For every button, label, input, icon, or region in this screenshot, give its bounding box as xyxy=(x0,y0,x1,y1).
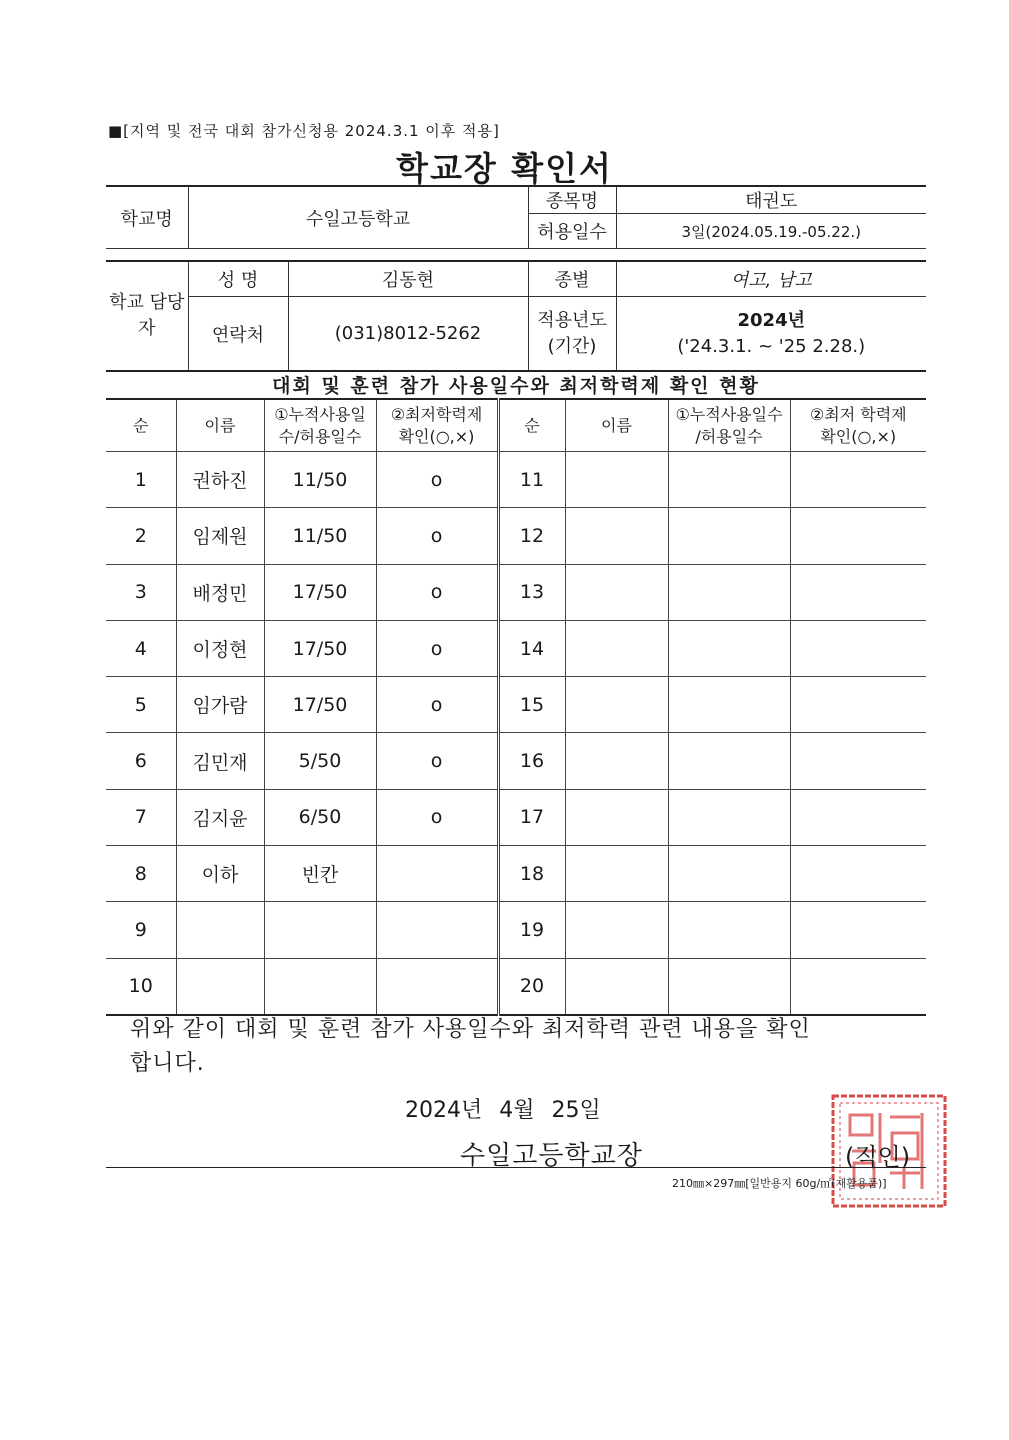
row-no-right: 15 xyxy=(498,677,565,733)
col-days-left-line1: ①누적사용일 xyxy=(274,404,366,424)
year-label xyxy=(528,296,616,371)
table-row xyxy=(106,958,926,1015)
row-min-left: o xyxy=(376,564,498,620)
col-name-right: 이름 xyxy=(565,399,668,452)
allowed-days-label: 허용일수 xyxy=(528,214,616,249)
row-days-left: 5/50 xyxy=(264,733,376,789)
row-days-right xyxy=(668,620,790,676)
row-min-right xyxy=(790,508,926,564)
row-name-right xyxy=(565,508,668,564)
row-min-right xyxy=(790,958,926,1015)
contact-label: 연락처 xyxy=(188,296,288,371)
row-no-right: 19 xyxy=(498,902,565,958)
row-min-right xyxy=(790,620,926,676)
category-label: 종별 xyxy=(528,261,616,296)
row-name-right xyxy=(565,902,668,958)
row-no-right: 12 xyxy=(498,508,565,564)
row-days-left: 17/50 xyxy=(264,564,376,620)
page-title: 학교장 확인서 xyxy=(396,149,613,188)
row-no-right: 13 xyxy=(498,564,565,620)
row-name-left: 김지윤 xyxy=(176,789,264,845)
row-name-right xyxy=(565,846,668,902)
year-label-line2: (기간) xyxy=(547,335,597,357)
row-min-right xyxy=(790,564,926,620)
row-name-left: 김민재 xyxy=(176,733,264,789)
table-row xyxy=(106,733,926,789)
row-name-right xyxy=(565,789,668,845)
row-min-right xyxy=(790,677,926,733)
row-days-right xyxy=(668,902,790,958)
table-row xyxy=(106,564,926,620)
row-name-right xyxy=(565,958,668,1015)
table-row xyxy=(106,620,926,676)
row-name-left: 임가람 xyxy=(176,677,264,733)
row-name-left xyxy=(176,902,264,958)
row-no-left: 10 xyxy=(106,958,176,1015)
row-no-left: 8 xyxy=(106,846,176,902)
col-min-right xyxy=(790,399,926,452)
year-value xyxy=(616,296,926,371)
table-row xyxy=(106,846,926,902)
col-min-left xyxy=(376,399,498,452)
row-min-right xyxy=(790,789,926,845)
contact-value: (031)8012-5262 xyxy=(288,296,528,371)
principal-title: 수일고등학교장 xyxy=(460,1141,643,1171)
row-days-right xyxy=(668,733,790,789)
row-no-left: 2 xyxy=(106,508,176,564)
row-no-left: 3 xyxy=(106,564,176,620)
manager-info-table xyxy=(106,260,926,372)
sport-label: 종목명 xyxy=(528,186,616,214)
name-label: 성 명 xyxy=(188,261,288,296)
col-no-right: 순 xyxy=(498,399,565,452)
confirmation-text xyxy=(130,1013,910,1081)
row-days-right xyxy=(668,958,790,1015)
confirmation-date: 2024년 4월 25일 xyxy=(405,1098,601,1123)
school-name-value: 수일고등학교 xyxy=(188,186,528,249)
row-no-right: 20 xyxy=(498,958,565,1015)
status-section-title: 대회 및 훈련 참가 사용일수와 최저학력제 확인 현황 xyxy=(106,370,926,400)
row-min-right xyxy=(790,902,926,958)
col-days-right xyxy=(668,399,790,452)
row-no-right: 16 xyxy=(498,733,565,789)
header-note: ■[지역 및 전국 대회 참가신청용 2024.3.1 이후 적용] xyxy=(108,122,500,140)
row-name-left xyxy=(176,958,264,1015)
row-name-right xyxy=(565,733,668,789)
row-name-left: 임제원 xyxy=(176,508,264,564)
col-no-left: 순 xyxy=(106,399,176,452)
row-min-right xyxy=(790,846,926,902)
row-days-right xyxy=(668,508,790,564)
col-days-right-line1: ①누적사용일수 xyxy=(675,404,783,424)
col-min-left-line1: ②최저학력제 xyxy=(390,404,483,424)
row-no-right: 14 xyxy=(498,620,565,676)
bottom-divider xyxy=(106,1167,926,1168)
manager-section-label: 학교 담당자 xyxy=(106,261,188,371)
col-min-right-line2: 확인(○,×) xyxy=(820,426,897,446)
manager-name: 김동현 xyxy=(288,261,528,296)
row-days-left xyxy=(264,958,376,1015)
row-no-left: 5 xyxy=(106,677,176,733)
row-min-left: o xyxy=(376,620,498,676)
row-days-left: 11/50 xyxy=(264,452,376,508)
paper-spec: 210㎜×297㎜[일반용지 60g/㎡(재활용품)] xyxy=(672,1177,887,1190)
table-row xyxy=(106,902,926,958)
row-name-right xyxy=(565,452,668,508)
table-row xyxy=(106,677,926,733)
row-days-left: 17/50 xyxy=(264,620,376,676)
row-days-right xyxy=(668,846,790,902)
row-name-left: 이정현 xyxy=(176,620,264,676)
confirmation-line2: 합니다. xyxy=(130,1051,205,1076)
row-min-left xyxy=(376,846,498,902)
sport-value: 태권도 xyxy=(616,186,926,214)
row-min-right xyxy=(790,452,926,508)
row-days-left: 6/50 xyxy=(264,789,376,845)
col-days-right-line2: /허용일수 xyxy=(695,426,763,446)
school-info-table xyxy=(106,185,926,249)
allowed-days-value: 3일(2024.05.19.-05.22.) xyxy=(616,214,926,249)
row-days-left: 17/50 xyxy=(264,677,376,733)
col-days-left-line2: 수/허용일수 xyxy=(278,426,362,446)
col-days-left xyxy=(264,399,376,452)
row-name-left: 이하 xyxy=(176,846,264,902)
row-min-left: o xyxy=(376,677,498,733)
year-label-line1: 적용년도 xyxy=(537,309,607,331)
row-days-right xyxy=(668,452,790,508)
row-name-left: 배정민 xyxy=(176,564,264,620)
col-min-right-line1: ②최저 학력제 xyxy=(809,404,907,424)
applied-period: ('24.3.1. ~ '25 2.28.) xyxy=(677,335,866,357)
row-no-right: 11 xyxy=(498,452,565,508)
row-min-left xyxy=(376,902,498,958)
row-no-left: 1 xyxy=(106,452,176,508)
row-days-right xyxy=(668,564,790,620)
row-min-right xyxy=(790,733,926,789)
col-name-left: 이름 xyxy=(176,399,264,452)
row-min-left: o xyxy=(376,452,498,508)
seal-label: (직인) xyxy=(845,1143,911,1171)
table-row xyxy=(106,789,926,845)
row-name-right xyxy=(565,677,668,733)
category-value: 여고, 남고 xyxy=(616,261,926,296)
row-no-right: 18 xyxy=(498,846,565,902)
status-table xyxy=(106,398,926,1016)
row-no-left: 6 xyxy=(106,733,176,789)
row-days-left xyxy=(264,902,376,958)
applied-year: 2024년 xyxy=(737,309,805,331)
row-min-left: o xyxy=(376,789,498,845)
row-name-right xyxy=(565,620,668,676)
row-no-left: 7 xyxy=(106,789,176,845)
row-min-left: o xyxy=(376,733,498,789)
row-min-left: o xyxy=(376,508,498,564)
row-min-left xyxy=(376,958,498,1015)
row-days-left: 빈칸 xyxy=(264,846,376,902)
row-no-left: 9 xyxy=(106,902,176,958)
row-no-left: 4 xyxy=(106,620,176,676)
row-days-right xyxy=(668,789,790,845)
confirmation-line1: 위와 같이 대회 및 훈련 참가 사용일수와 최저학력 관련 내용을 확인 xyxy=(130,1017,811,1042)
row-days-right xyxy=(668,677,790,733)
table-row xyxy=(106,452,926,508)
school-name-label: 학교명 xyxy=(106,186,188,249)
table-row xyxy=(106,508,926,564)
row-name-right xyxy=(565,564,668,620)
col-min-left-line2: 확인(○,×) xyxy=(398,426,475,446)
row-no-right: 17 xyxy=(498,789,565,845)
row-name-left: 권하진 xyxy=(176,452,264,508)
row-days-left: 11/50 xyxy=(264,508,376,564)
